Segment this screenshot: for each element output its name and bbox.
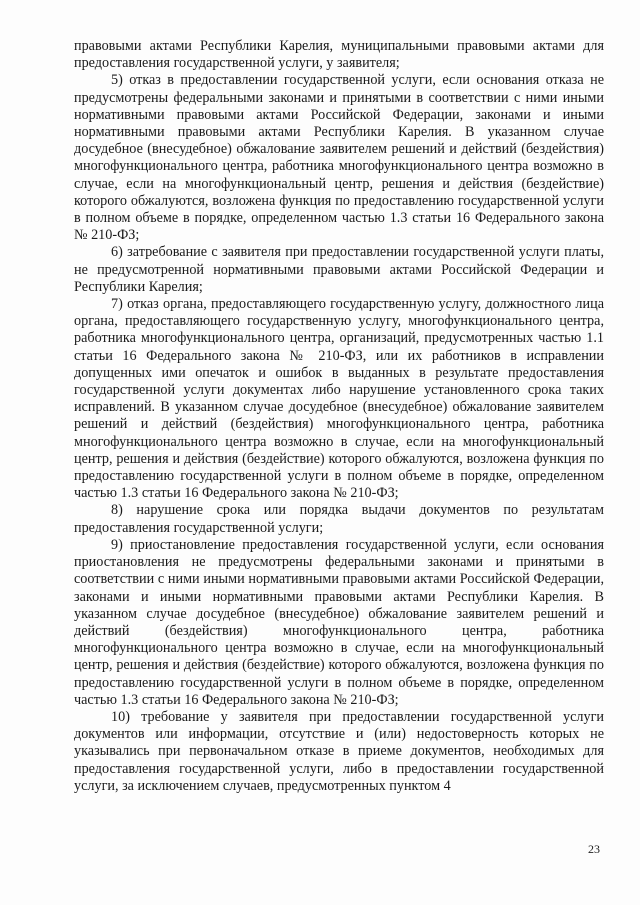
paragraph-continuation: правовыми актами Республики Карелия, муниципальными правовыми актами для предоставления государственной услуги, у заявителя; xyxy=(74,38,604,72)
document-body xyxy=(74,38,604,795)
paragraph-item-9: 9) приостановление предоставления государственной услуги, если основания приостановления не предусмотрены федеральными законами и принятыми в соответствии с ними иными нормативными правовыми актами Российской Федерации, законами и иными нормативными правовыми актами Республики Карелия. В указанном случае досудебное (внесудебное) обжалование заявителем решений и действий (бездействия) многофункционального центра, работника многофункционального центра возможно в случае, если на многофункциональный центр, решения и действия (бездействие) которого обжалуются, возложена функция по предоставлению государственной услуги в полном объеме в порядке, определенном частью 1.3 статьи 16 Федерального закона № 210-ФЗ; xyxy=(74,536,604,708)
paragraph-item-7: 7) отказ органа, предоставляющего государственную услугу, должностного лица органа, предоставляющего государственную услугу, многофункционального центра, работника многофункционального центра, организаций, предусмотренных частью 1.1 статьи 16 Федерального закона № 210-ФЗ, или их работников в исправлении допущенных ими опечаток и ошибок в выданных в результате предоставления государственной услуги документах либо нарушение установленного срока таких исправлений. В указанном случае досудебное (внесудебное) обжалование заявителем решений и действий (бездействия) многофункционального центра, работника многофункционального центра возможно в случае, если на многофункциональный центр, решения и действия (бездействие) которого обжалуются, возложена функция по предоставлению государственной услуги в полном объеме в порядке, определенном частью 1.3 статьи 16 Федерального закона № 210-ФЗ; xyxy=(74,296,604,502)
paragraph-item-10: 10) требование у заявителя при предоставлении государственной услуги документов или информации, отсутствие и (или) недостоверность которых не указывались при первоначальном отказе в приеме документов, необходимых для предоставления государственной услуги, либо в предоставлении государственной услуги, за исключением случаев, предусмотренных пунктом 4 xyxy=(74,708,604,794)
page-number: 23 xyxy=(588,842,600,856)
paragraph-item-5: 5) отказ в предоставлении государственной услуги, если основания отказа не предусмотрены федеральными законами и принятыми в соответствии с ними иными нормативными правовыми актами Российской Федерации, законами и иными нормативными правовыми актами Республики Карелия. В указанном случае досудебное (внесудебное) обжалование заявителем решений и действий (бездействия) многофункционального центра, работника многофункционального центра возможно в случае, если на многофункциональный центр, решения и действия (бездействие) которого обжалуются, возложена функция по предоставлению государственной услуги в полном объеме в порядке, определенном частью 1.3 статьи 16 Федерального закона № 210-ФЗ; xyxy=(74,72,604,244)
paragraph-item-8: 8) нарушение срока или порядка выдачи документов по результатам предоставления государственной услуги; xyxy=(74,502,604,536)
paragraph-item-6: 6) затребование с заявителя при предоставлении государственной услуги платы, не предусмотренной нормативными правовыми актами Российской Федерации и Республики Карелия; xyxy=(74,244,604,295)
